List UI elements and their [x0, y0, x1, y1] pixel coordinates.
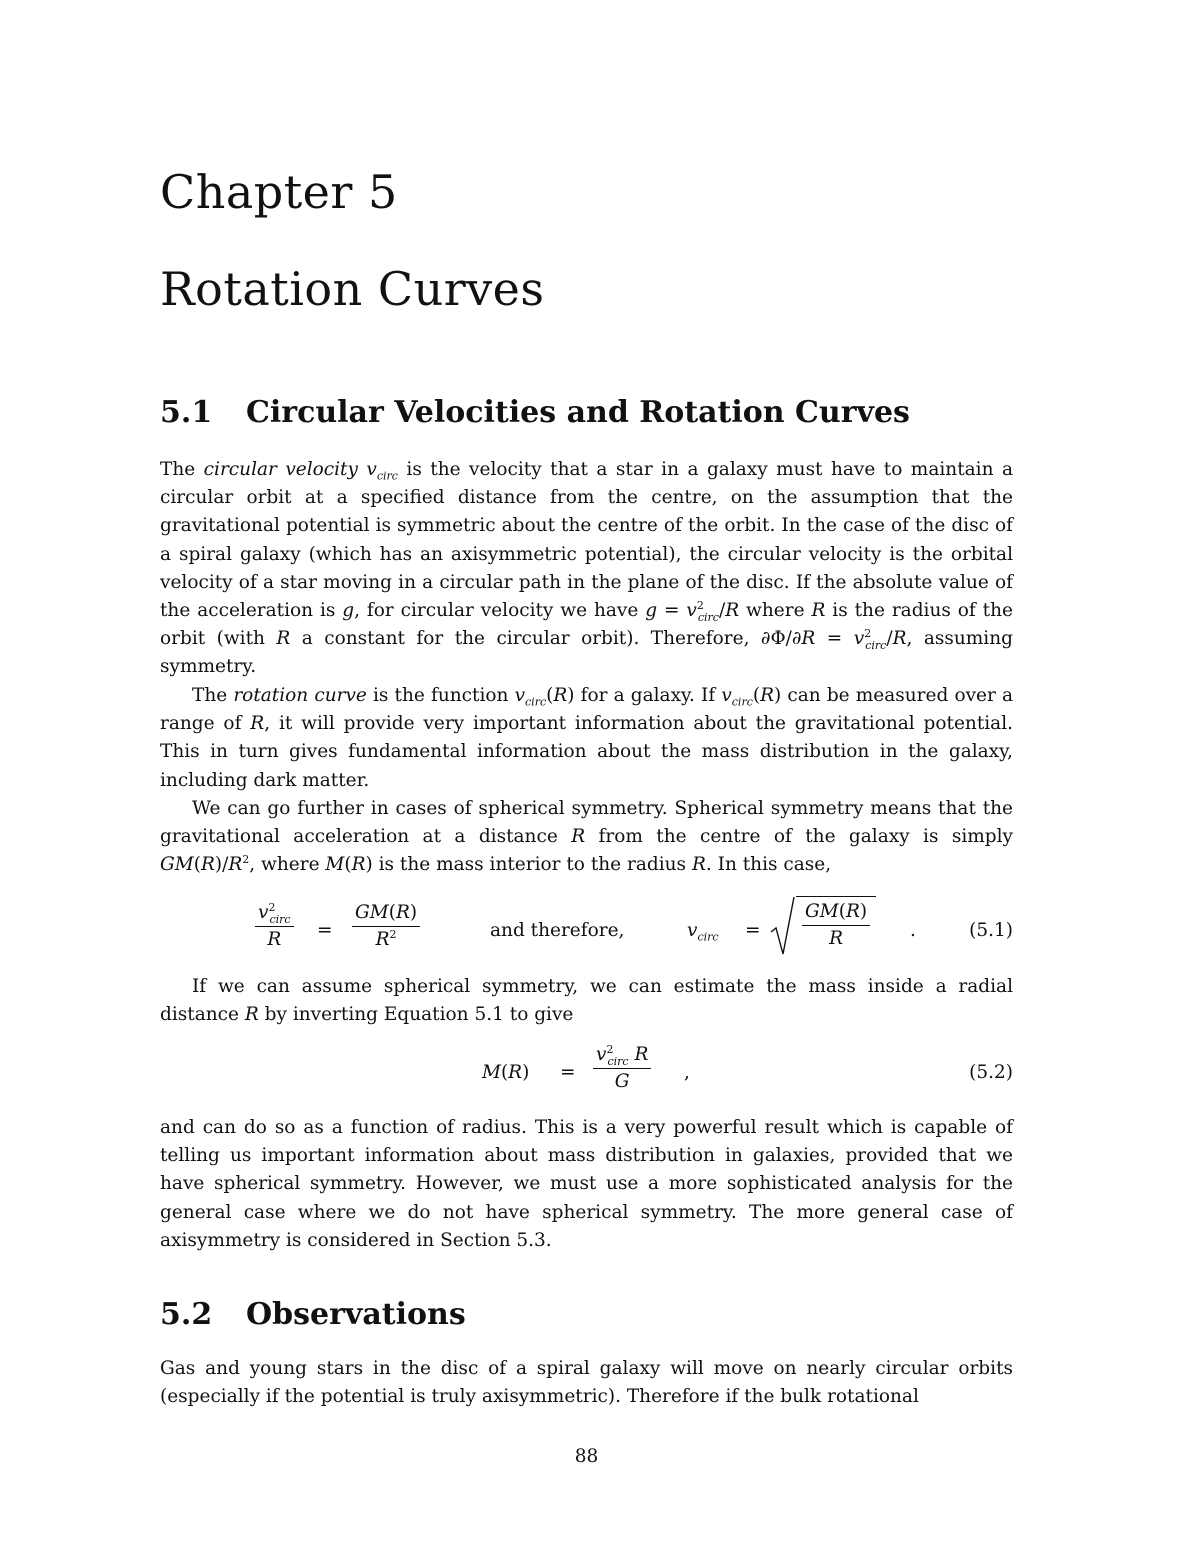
equation-5-2: M(R) = $\frac{v^2_{circ} R}{G}$ , (5.2)	[160, 1042, 1013, 1112]
section-title: Observations	[246, 1297, 466, 1332]
eq1-connector: and therefore,	[490, 920, 625, 941]
equation-5-1: $\frac{v^2_{circ}}{R}$ = $\frac{GM(R)}{R^2}$ and therefore, $v_{circ}$ = $\frac{GM(R)}{R}$ . (5.1)	[160, 900, 1013, 970]
paragraph-5: and can do so as a function of radius. This is a very powerful result which is capable of telling us important information about mass distribution in galaxies, provided that we have spherical symmetry. However, we must use a more sophisticated analysis for the general case where we do not have spherical symmetry. The more general case of axisymmetry is considered in Section 5.3.	[160, 1117, 1013, 1251]
section-heading-5-1	[160, 395, 910, 430]
section-number: 5.2	[160, 1297, 213, 1332]
page-number: 88	[574, 1446, 599, 1467]
equation-number: (5.2)	[969, 1062, 1013, 1083]
equation-number: (5.1)	[969, 920, 1013, 941]
eq2-fraction: $\frac{v^2_{circ} R}{G}$	[593, 1042, 651, 1095]
paragraph-6: Gas and young stars in the disc of a spiral galaxy will move on nearly circular orbits (especially if the potential is truly axisymmetric). Therefore if the bulk rotational	[160, 1358, 1013, 1408]
section-number: 5.1	[160, 395, 213, 430]
paragraph-2: The rotation curve is the function $v_{circ}(R)$ for a galaxy. If $v_{circ}(R)$ can be measured over a range of R, it will provide very important information about the gravitational potential. This in turn gives fundamental information about the mass distribution in the galaxy, including dark matter.	[160, 685, 1014, 791]
paragraph-1: The circular velocity $v_{circ}$ is the velocity that a star in a galaxy must have to maintain a circular orbit at a specified distance from the centre, on the assumption that the gravitational potential is symmetric about the centre of the orbit. In the case of the disc of a spiral galaxy (which has an axisymmetric potential), the circular velocity is the orbital velocity of a star moving in a circular path in the plane of the disc. If the absolute value of the acceleration is g, for circular velocity we have $g = v^2_{circ}/R$ where R is the radius of the orbit (with R a constant for the circular orbit). Therefore, $\partial\Phi/\partial R = v^2_{circ}/R$, assuming symmetry.	[160, 459, 1013, 678]
sqrt-sign: $\frac{GM(R)}{R}$	[770, 896, 876, 952]
eq1-rhs-fraction: $\frac{GM(R)}{R^2}$	[352, 900, 420, 953]
eq1-lhs-fraction: $\frac{v^2_{circ}}{R}$	[255, 900, 294, 953]
chapter-title: Rotation Curves	[160, 262, 545, 316]
paragraph-3: We can go further in cases of spherical symmetry. Spherical symmetry means that the gravitational acceleration at a distance R from the centre of the galaxy is simply $GM(R)/R^2$, where M(R) is the mass interior to the radius R. In this case,	[160, 798, 1014, 876]
section-heading-5-2	[160, 1297, 466, 1332]
chapter-label: Chapter 5	[160, 165, 398, 219]
paragraph-4: If we can assume spherical symmetry, we can estimate the mass inside a radial distance R by inverting Equation 5.1 to give	[160, 976, 1013, 1026]
section-title: Circular Velocities and Rotation Curves	[246, 395, 910, 430]
